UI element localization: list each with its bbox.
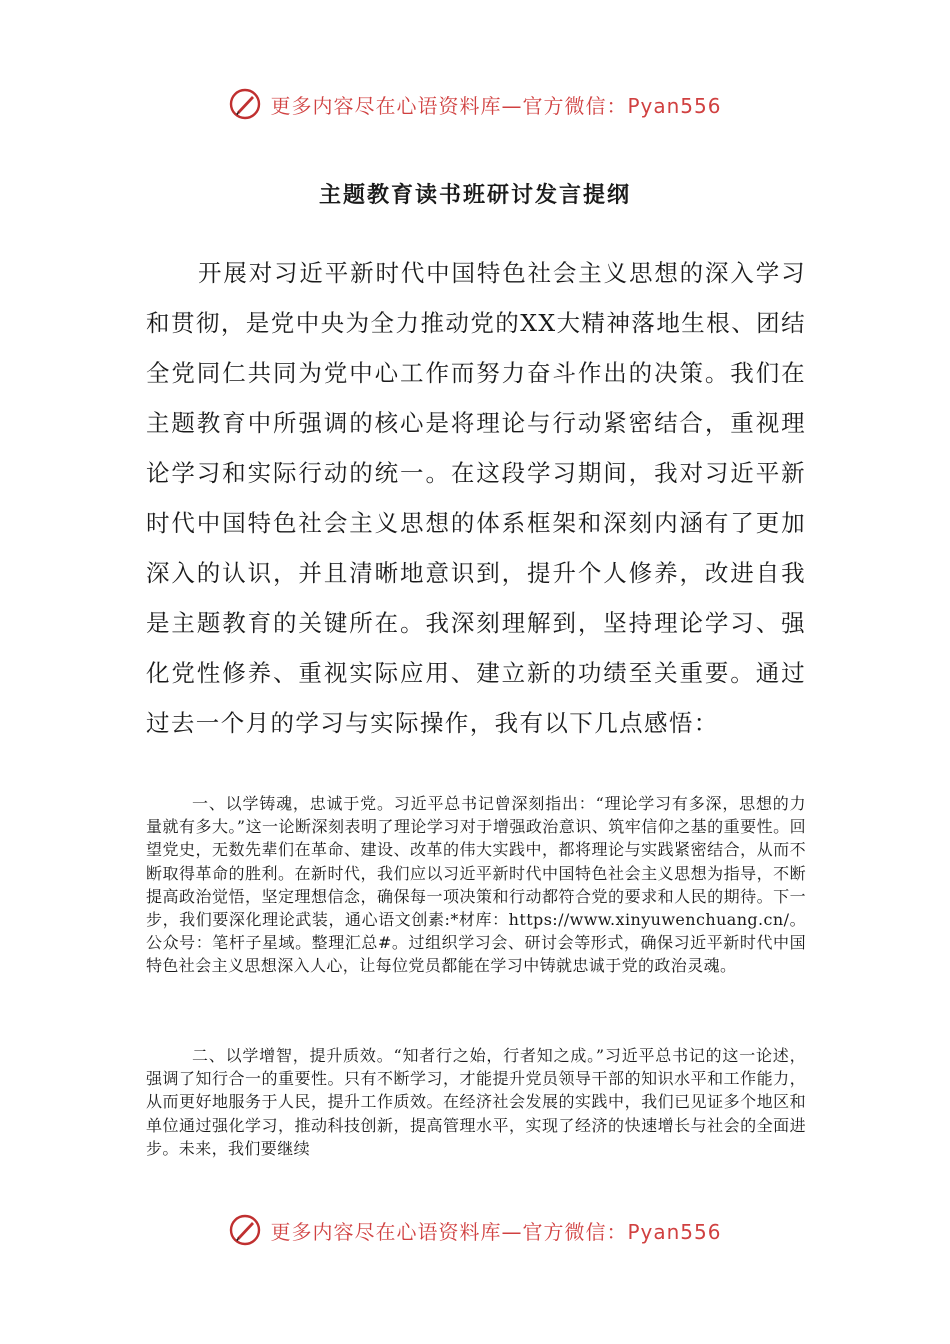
header-watermark-banner — [0, 84, 950, 124]
body-paragraph: 二、以学增智，提升质效。“知者行之始，行者知之成。”习近平总书记的这一论述，强调了知行合一的重要性。只有不断学习，才能提升党员领导干部的知识水平和工作能力，从而更好地服务于人民，提升工作质效。在经济社会发展的实践中，我们已见证多个地区和单位通过强化学习，推动科技创新，提高管理水平，实现了经济的快速增长与社会的全面进步。未来，我们要继续 — [146, 1046, 806, 1158]
document-title: 主题教育读书班研讨发言提纲 — [318, 182, 631, 208]
watermark-text: 更多内容尽在心语资料库—官方微信：Pyan556 — [270, 93, 722, 118]
pen-quill-logo-icon — [228, 87, 262, 121]
footer-watermark-banner — [0, 1210, 950, 1250]
body-paragraph: 一、以学铸魂，忠诚于党。习近平总书记曾深刻指出：“理论学习有多深，思想的力量就有多大。”这一论断深刻表明了理论学习对于增强政治意识、筑牢信仰之基的重要性。回望党史，无数先辈们在革命、建设、改革的伟大实践中，都将理论与实践紧密结合，从而不断取得革命的胜利。在新时代，我们应以习近平新时代中国特色社会主义思想为指导，不断提高政治觉悟，坚定理想信念，确保每一项决策和行动都符合党的要求和人民的期待。下一步，我们要深化理论武装，通心语文创素:*材库：https://www.xinyuwenchuang.cn/。公众号：笔杆子星域。整理汇总#。过组织学习会、研讨会等形式，确保习近平新时代中国特色社会主义思想深入人心，让每位党员都能在学习中铸就忠诚于党的政治灵魂。 — [146, 794, 806, 976]
pen-quill-logo-icon — [228, 1213, 262, 1247]
lead-paragraph: 开展对习近平新时代中国特色社会主义思想的深入学习和贯彻，是党中央为全力推动党的XX大精神落地生根、团结全党同仁共同为党中心工作而努力奋斗作出的决策。我们在主题教育中所强调的核心是将理论与行动紧密结合，重视理论学习和实际行动的统一。在这段学习期间，我对习近平新时代中国特色社会主义思想的体系框架和深刻内涵有了更加深入的认识，并且清晰地意识到，提升个人修养，改进自我是主题教育的关键所在。我深刻理解到，坚持理论学习、强化党性修养、重视实际应用、建立新的功绩至关重要。通过过去一个月的学习与实际操作，我有以下几点感悟： — [146, 259, 806, 737]
watermark-text: 更多内容尽在心语资料库—官方微信：Pyan556 — [270, 1219, 722, 1244]
